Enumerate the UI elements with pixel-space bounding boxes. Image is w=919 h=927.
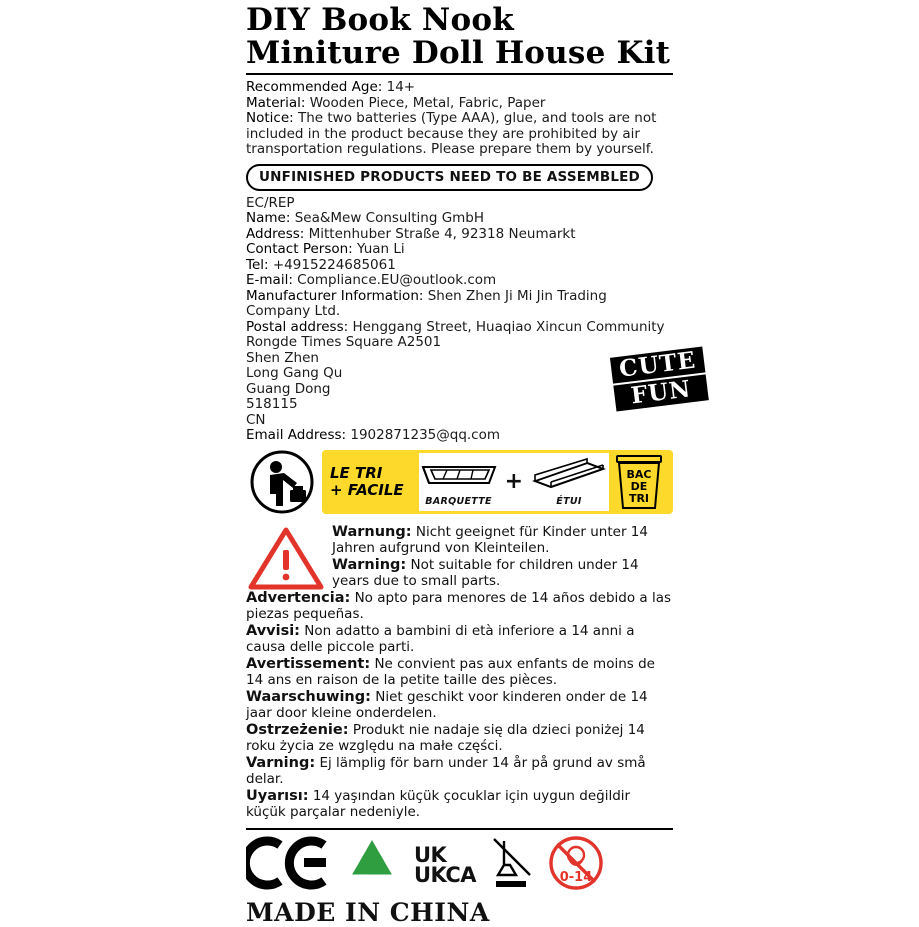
- postal-address-label: Postal address:: [246, 318, 349, 335]
- province-row: Guang Dong: [246, 380, 331, 397]
- warning-lang: Avvisi:: [246, 622, 300, 639]
- ukca-line-1: UK: [414, 842, 447, 867]
- warning-text: Ne convient pas aux enfants de moins de 14 ans en raison de la petite taille des pièces.: [246, 655, 655, 688]
- barquette-item: [419, 457, 499, 507]
- ec-rep-tel-label: Tel:: [246, 256, 269, 273]
- warning-lang: Waarschuwing:: [246, 688, 371, 705]
- etui-item: [529, 457, 609, 507]
- age-restriction-icon: [548, 835, 604, 895]
- ukca-line-2: UKCA: [414, 862, 477, 887]
- ec-rep-heading: EC/REP: [246, 194, 295, 211]
- warning-lang: Warning:: [332, 556, 407, 573]
- warning-text: Niet geschikt voor kinderen onder de 14 jaar door kleine onderdelen.: [246, 688, 648, 721]
- city-row: Shen Zhen: [246, 349, 319, 366]
- district-row: Long Gang Qu: [246, 365, 343, 381]
- bac-de-tri-icon: [609, 453, 669, 511]
- manufacturer-value: Shen Zhen Ji Mi Jin Trading Company Ltd.: [246, 287, 607, 319]
- warning-other-langs-group: [246, 590, 673, 820]
- warning-row: [246, 788, 673, 820]
- warning-triangle-icon: [248, 526, 324, 590]
- cute-fun-line-1: CUTE: [610, 347, 705, 384]
- svg-text:DE: DE: [630, 479, 648, 493]
- ec-rep-email-row: [246, 273, 673, 289]
- barquette-caption: BARQUETTE: [425, 495, 492, 507]
- warning-text: Produkt nie nadaje się dla dzieci poniżej 14 roku życia ze względu na małe części.: [246, 721, 645, 754]
- ec-rep-address-value: Mittenhuber Straße 4, 92318 Neumarkt: [308, 225, 576, 242]
- recommended-age-label: Recommended Age:: [246, 79, 383, 95]
- warning-text: Not suitable for children under 14 years due to small parts.: [332, 556, 639, 589]
- title-block: [246, 0, 673, 70]
- ec-rep-name-label: Name:: [246, 210, 291, 226]
- postal-address-value: Henggang Street, Huaqiao Xincun Community Rongde Times Square A2501: [246, 318, 665, 350]
- manufacturer-email-value: 1902871235@qq.com: [350, 427, 501, 443]
- plus-sign: +: [504, 469, 523, 494]
- assembly-required-badge: UNFINISHED PRODUCTS NEED TO BE ASSEMBLED: [246, 164, 653, 191]
- compliance-icons-row: [246, 834, 673, 896]
- warning-row: [246, 623, 673, 655]
- material-value: Wooden Piece, Metal, Fabric, Paper: [309, 94, 546, 111]
- warning-de-en-group: [332, 524, 673, 589]
- notice-value: The two batteries (Type AAA), glue, and tools are not included in the product because they are prohibited by air transportation regulations. Please prepare them by yourself.: [246, 110, 657, 157]
- ec-rep-contact-label: Contact Person:: [246, 241, 353, 257]
- footer-divider: [246, 828, 673, 830]
- manufacturer-email-row: [246, 428, 673, 444]
- warning-lang: Advertencia:: [246, 589, 351, 606]
- ec-rep-address-label: Address:: [246, 225, 305, 242]
- le-tri-line-1: LE TRI: [330, 463, 383, 482]
- warning-row: [332, 557, 673, 589]
- warning-text: Ej lämplig för barn under 14 år på grund av små delar.: [246, 754, 646, 787]
- warning-lang: Ostrzeżenie:: [246, 721, 349, 738]
- le-tri-line-2: + FACILE: [330, 480, 404, 499]
- ec-rep-contact-row: [246, 242, 673, 258]
- svg-text:BAC: BAC: [626, 467, 652, 481]
- manufacturer-row: [246, 289, 673, 320]
- warnings-block: [246, 524, 673, 820]
- ec-rep-address-row: [246, 227, 673, 243]
- warning-row: [246, 590, 673, 622]
- manufacturer-email-label: Email Address:: [246, 427, 347, 443]
- notice-label: Notice:: [246, 110, 294, 126]
- triman-recycling-icon: [250, 450, 314, 514]
- cute-fun-stamp: [610, 347, 709, 414]
- sleeve-icon: [529, 457, 609, 491]
- title-divider: [246, 73, 673, 75]
- postal-address-row: [246, 320, 673, 351]
- le-tri-slogan: [322, 465, 419, 499]
- ec-rep-name-value: Sea&Mew Consulting GmbH: [294, 210, 485, 226]
- warning-text: Nicht geeignet für Kinder unter 14 Jahren aufgrund von Kleinteilen.: [332, 523, 648, 556]
- warning-lang: Varning:: [246, 754, 316, 771]
- recycling-band: [246, 450, 673, 516]
- warning-row: [246, 722, 673, 754]
- country-row: CN: [246, 411, 266, 428]
- recommended-age-value: 14+: [386, 79, 416, 95]
- ukca-mark-icon: [414, 842, 477, 887]
- svg-text:TRI: TRI: [628, 491, 650, 505]
- ec-rep-email-value: Compliance.EU@outlook.com: [297, 272, 497, 288]
- warning-text: 14 yaşından küçük çocuklar için uygun değildir küçük parçalar nedeniyle.: [246, 787, 631, 820]
- do-not-litter-icon: [490, 835, 534, 895]
- warning-row: [246, 656, 673, 688]
- ec-rep-tel-value: +4915224685061: [272, 256, 396, 273]
- notice-row: [246, 111, 673, 158]
- warning-lang: Avertissement:: [246, 655, 371, 672]
- material-row: [246, 96, 673, 112]
- ec-rep-email-label: E-mail:: [246, 272, 293, 288]
- warning-text: No apto para menores de 14 años debido a las piezas pequeñas.: [246, 589, 672, 622]
- manufacturer-label: Manufacturer Information:: [246, 287, 424, 304]
- recycling-yellow-panel: [322, 450, 673, 514]
- product-title-line-2: Miniture Doll House Kit: [246, 35, 671, 71]
- warning-row: [332, 524, 673, 556]
- warning-lang: Warnung:: [332, 523, 412, 540]
- ce-mark-icon: [246, 835, 330, 895]
- postcode-row: 518115: [246, 396, 298, 412]
- recycle-arrows-icon: [344, 835, 400, 895]
- ec-rep-contact-value: Yuan Li: [357, 241, 405, 257]
- tray-icon: [419, 457, 499, 491]
- ec-rep-block: [246, 196, 673, 444]
- specs-block: [246, 80, 673, 158]
- cute-fun-line-2: FUN: [613, 374, 708, 411]
- recommended-age-row: [246, 80, 673, 96]
- ec-rep-tel-row: [246, 258, 673, 274]
- warning-text: Non adatto a bambini di età inferiore a 14 anni a causa delle piccole parti.: [246, 622, 635, 655]
- age-restriction-label: 0-14: [559, 869, 593, 885]
- warning-lang: Uyarısı:: [246, 787, 309, 804]
- warning-row: [246, 755, 673, 787]
- made-in-china-text: MADE IN CHINA: [246, 897, 490, 927]
- product-title-line-1: DIY Book Nook: [246, 2, 514, 38]
- material-label: Material:: [246, 94, 306, 111]
- packaging-items-panel: [419, 453, 609, 511]
- warning-row: [246, 689, 673, 721]
- ec-rep-name-row: [246, 211, 673, 227]
- etui-caption: ÉTUI: [556, 495, 582, 507]
